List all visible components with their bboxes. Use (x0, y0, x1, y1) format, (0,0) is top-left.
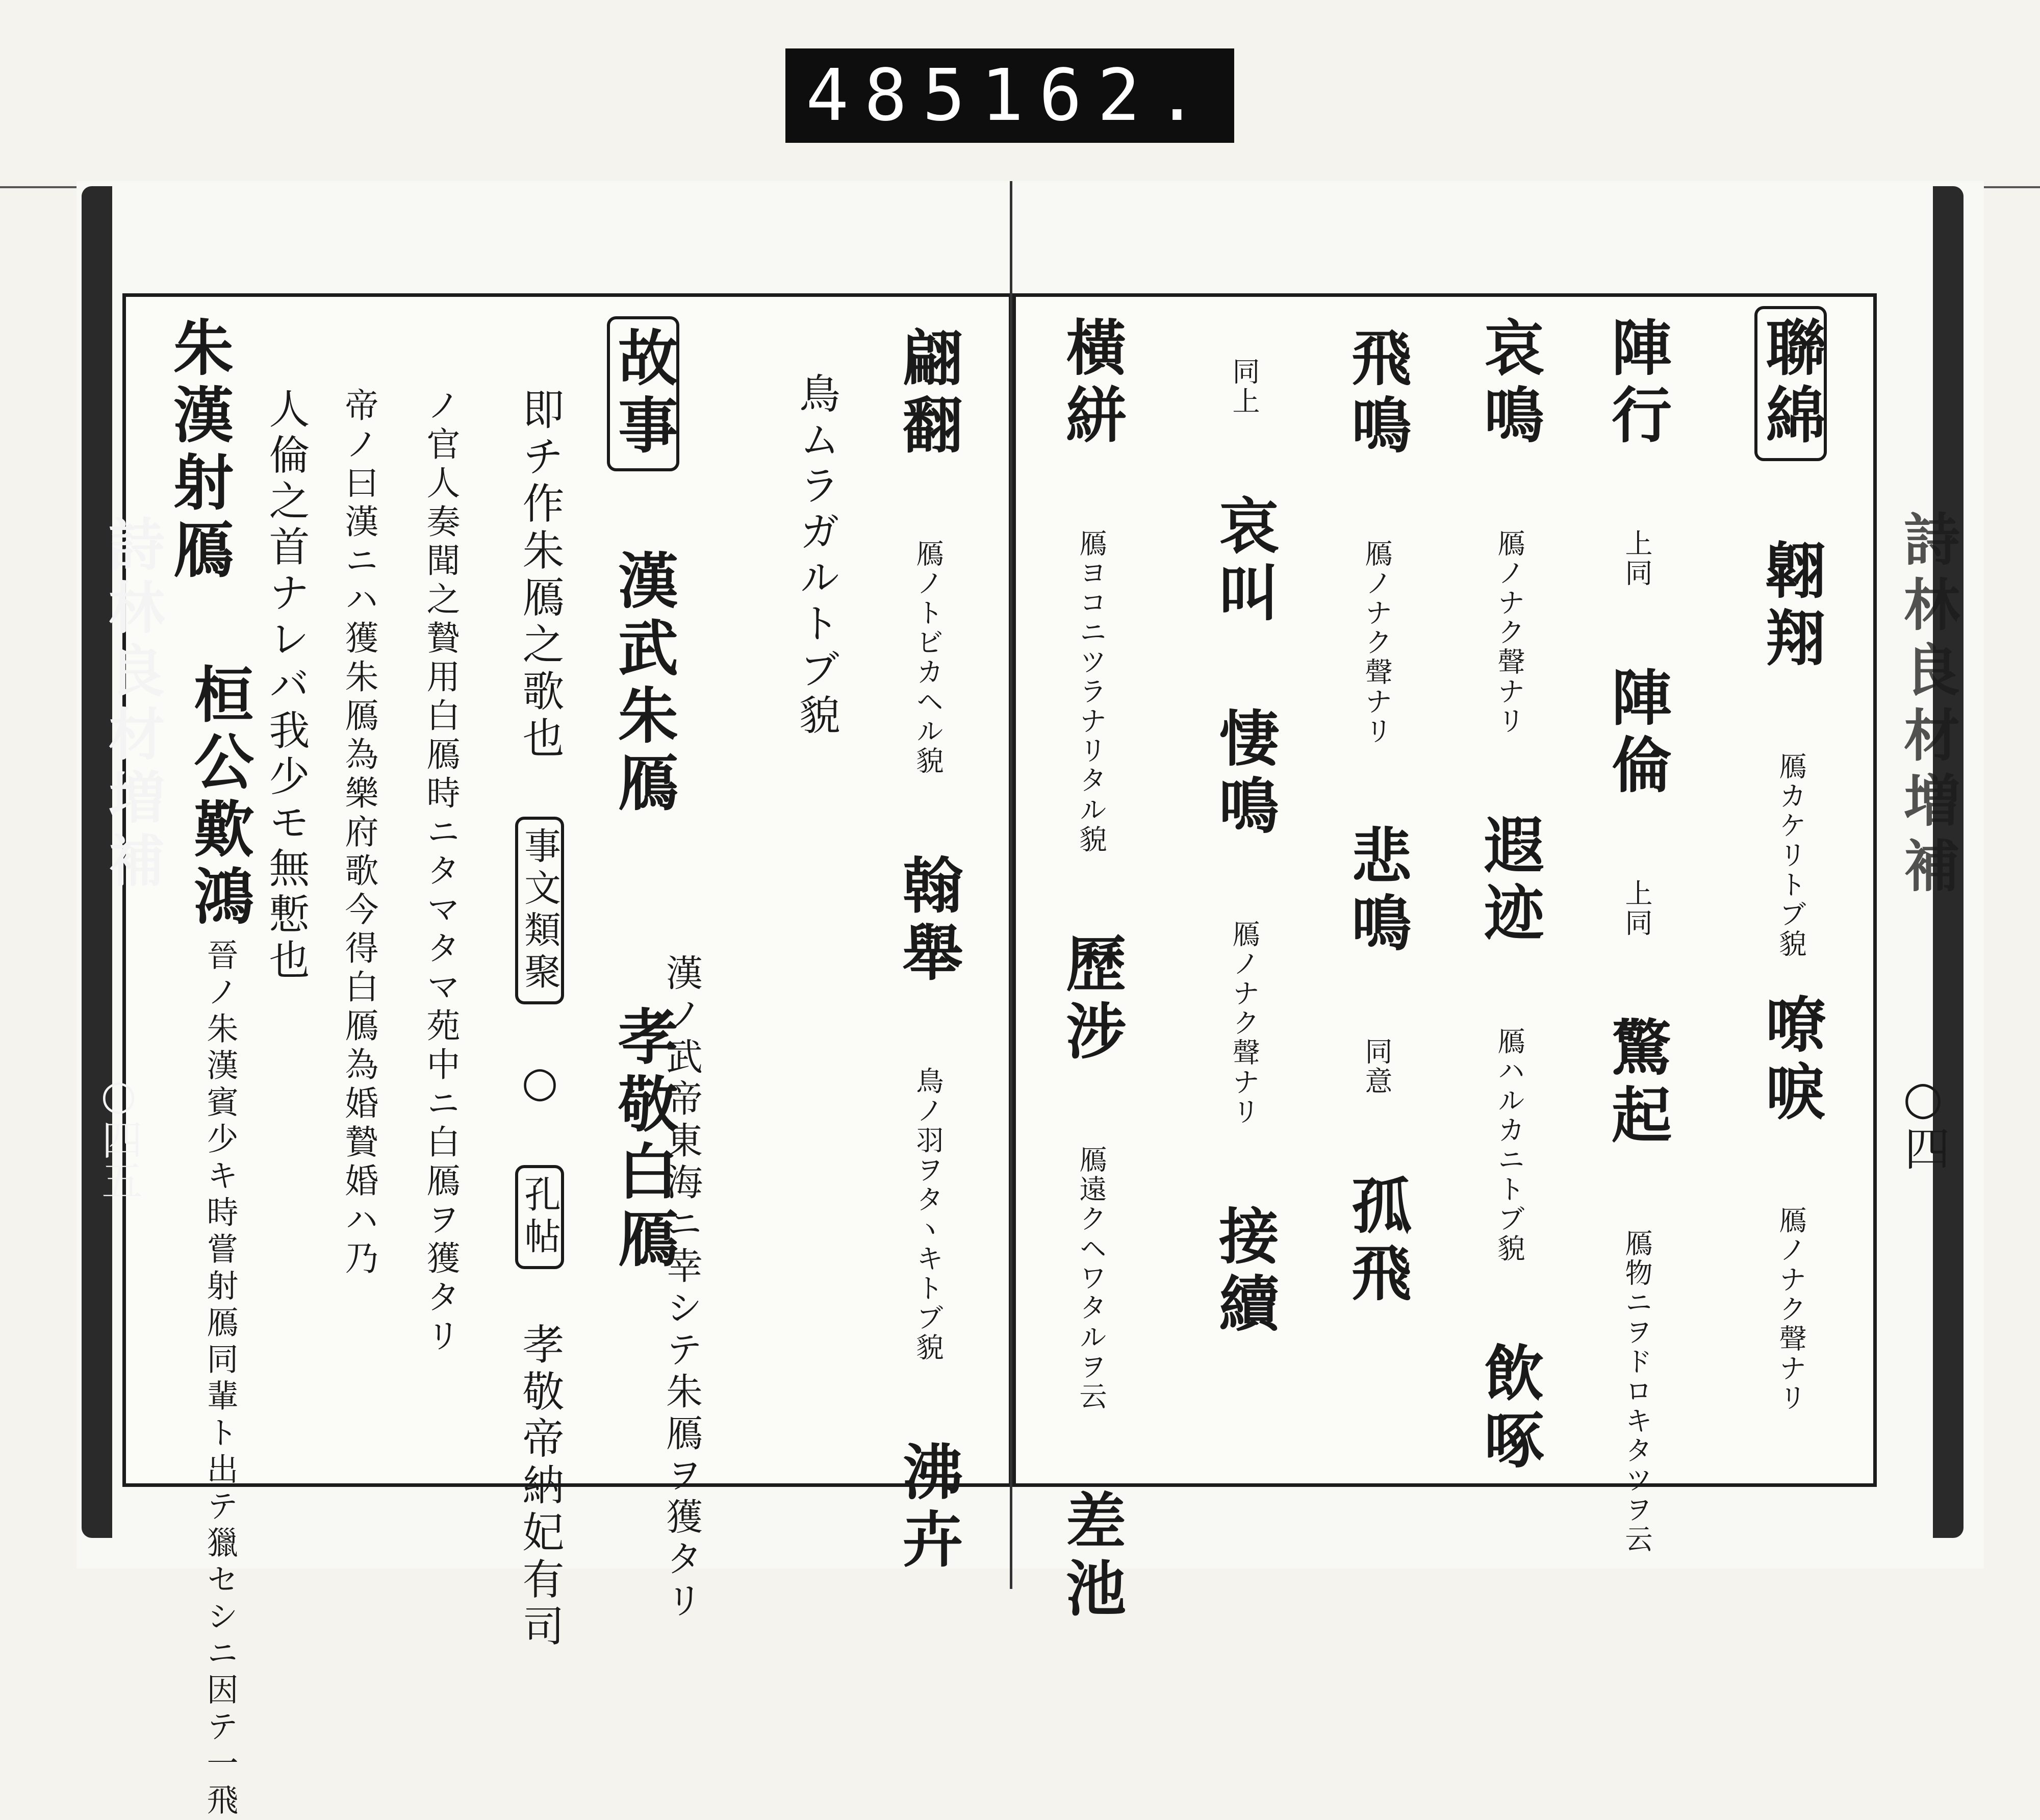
body-text: 孝敬帝納妃有司 (516, 1323, 564, 1651)
right-col-4 (1341, 326, 1412, 1309)
entry-term: 桓公歎鴻 (184, 663, 254, 932)
film-frame-number: 162. (980, 54, 1214, 137)
left-col-8 (163, 316, 234, 586)
left-col-8c (201, 939, 239, 1820)
entry-gloss: 鴈カケリトブ貌 (1775, 752, 1807, 993)
left-col-5 (421, 388, 460, 1357)
left-col-6 (339, 388, 378, 1279)
left-col-4 (515, 388, 564, 1651)
entry-gloss: 鴈ノナク聲ナリ (1775, 1206, 1807, 1413)
entry-term: 翰舉 (892, 854, 963, 989)
left-page-side-title: 詩林良材増補 (99, 515, 165, 895)
body-text: ○ (516, 1058, 564, 1111)
left-col-2 (793, 372, 840, 740)
right-col-6 (1056, 316, 1127, 1624)
entry-gloss: 上同 (1621, 529, 1653, 588)
right-col-1 (1754, 306, 1827, 1413)
entry-term: 哀鳴 (1474, 316, 1545, 451)
entry-term: 橫絣 (1056, 316, 1127, 451)
right-page-side-title: 詩林良材増補 (1895, 510, 1960, 902)
left-col-1 (892, 326, 963, 1575)
entry-term: 朱漢射鴈 (163, 316, 234, 586)
entry-term: 嘹唳 (1755, 993, 1826, 1128)
entry-gloss: 同上 (1228, 357, 1260, 416)
entry-term: 翺翔 (1755, 539, 1826, 674)
citation-box: 孔帖 (515, 1165, 564, 1269)
left-col-7 (262, 388, 310, 984)
entry-term: 翩翻 (892, 326, 963, 461)
entry-term: 陣行 (1601, 316, 1672, 451)
entry-term: 陣倫 (1601, 666, 1672, 801)
right-col-3 (1474, 316, 1545, 1476)
entry-gloss: 鴈遠クヘワタルヲ云 (1075, 1145, 1107, 1411)
right-page-frame (1012, 293, 1877, 1487)
entry-term: 差池 (1056, 1489, 1127, 1624)
body-text: 帝ノ曰漢ニハ獲朱鴈為樂府歌今得白鴈為婚贄婚ハ乃 (339, 388, 378, 1279)
entry-gloss: 鳥ムラガルトブ貌 (793, 372, 840, 740)
entry-gloss: 鴈物ニヲドロキタツヲ云 (1621, 1229, 1653, 1554)
entry-gloss: 上同 (1621, 879, 1653, 938)
section-heading-gushi: 故事 (607, 316, 679, 471)
entry-gloss: 鴈ノナク聲ナリ (1228, 920, 1260, 1127)
entry-term: 驚起 (1601, 1016, 1672, 1151)
entry-term: 哀叫 (1209, 494, 1280, 629)
entry-term: 孝敬白鴈 (608, 1005, 679, 1275)
entry-term: 沸卉 (892, 1440, 963, 1575)
entry-term: 遐迹 (1474, 814, 1545, 949)
body-text: 人倫之首ナレバ我少モ無慙也 (262, 388, 310, 984)
entry-gloss: 同意 (1361, 1037, 1393, 1096)
entry-term: 歷涉 (1056, 932, 1127, 1067)
entry-term: 孤飛 (1341, 1174, 1412, 1309)
entry-gloss: 鴈ノトビカヘル貌 (912, 539, 944, 776)
film-reel-number: 485 (806, 54, 981, 137)
entry-term: 飛鳴 (1341, 326, 1412, 461)
entry-gloss: 漢ノ武帝東海ニ幸シテ朱鴈ヲ獲タリ (660, 954, 703, 1623)
body-text: ノ官人奏聞之贄用白鴈時ニタマタマ苑中ニ白鴈ヲ獲タリ (421, 388, 460, 1357)
left-page-side-number: ○四五 (95, 1071, 142, 1200)
section-heading-lianmian: 聯綿 (1754, 306, 1827, 461)
right-col-2 (1601, 316, 1672, 1554)
entry-gloss: 鴈ノナク聲ナリ (1493, 529, 1525, 736)
entry-term: 悽鳴 (1209, 707, 1280, 842)
right-page-side-number: ○四 (1896, 1071, 1950, 1171)
entry-term: 漢武朱鴈 (608, 549, 679, 819)
entry-gloss: 鴈ハルカニトブ貌 (1493, 1027, 1525, 1263)
body-text: 即チ作朱鴈之歌也 (516, 388, 564, 763)
center-fold (1010, 181, 1012, 1589)
entry-term: 飲啄 (1474, 1342, 1545, 1476)
entry-gloss: 鴈ノナク聲ナリ (1361, 539, 1393, 746)
left-col-3b (660, 954, 703, 1623)
film-frame-label (785, 48, 1234, 143)
entry-gloss: 鳥ノ羽ヲタヽキトブ貌 (912, 1067, 944, 1362)
citation-box: 事文類聚 (515, 817, 564, 1004)
entry-term: 接續 (1209, 1205, 1280, 1339)
entry-gloss: 鴈ヨコニツラナリタル貌 (1075, 529, 1107, 854)
entry-term: 悲鳴 (1341, 824, 1412, 959)
right-col-5 (1209, 357, 1280, 1339)
left-page-frame (122, 293, 1012, 1487)
left-col-8b (184, 663, 254, 932)
entry-gloss: 晉ノ朱漢賓少キ時嘗射鴈同輩ト出テ獵セシニ因テ一飛 (201, 939, 239, 1820)
